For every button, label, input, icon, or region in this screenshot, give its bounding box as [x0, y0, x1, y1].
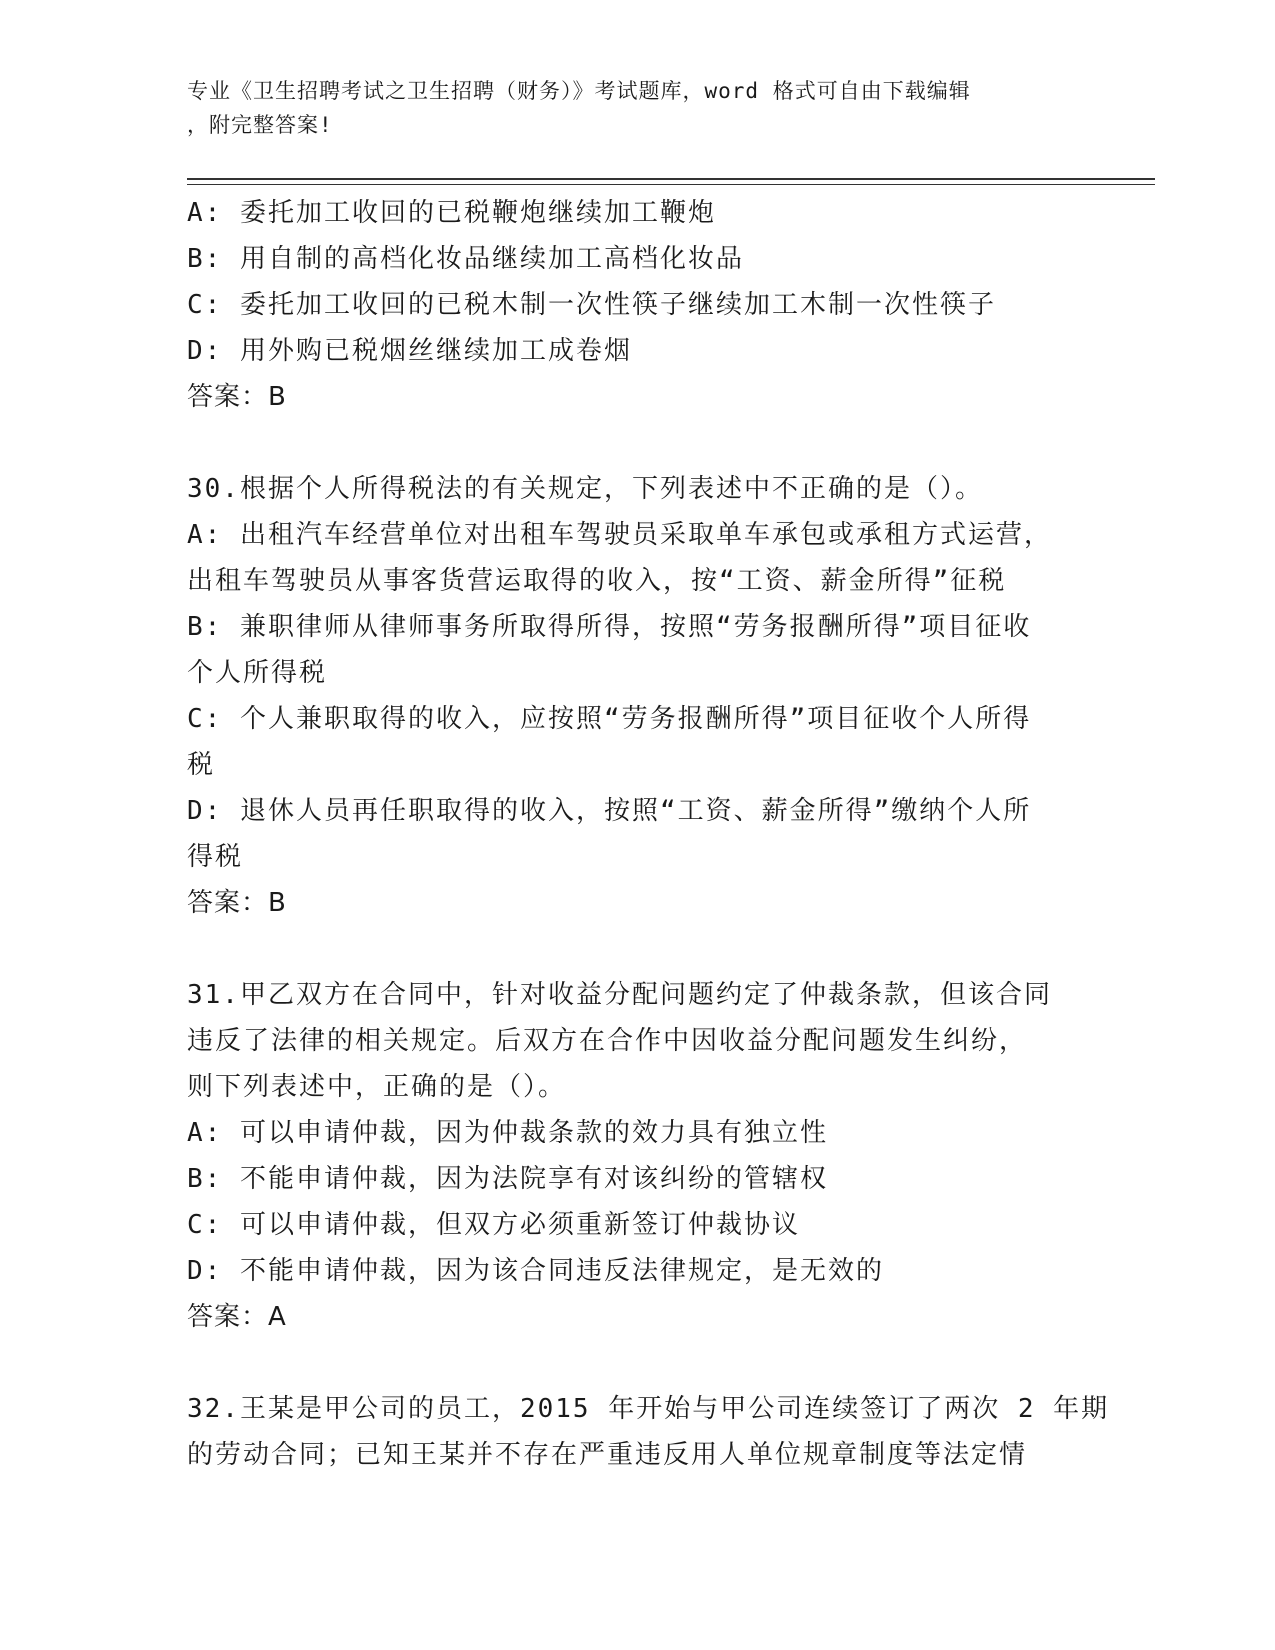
- header-line-1: 专业《卫生招聘考试之卫生招聘（财务）》考试题库，word 格式可自由下载编辑: [187, 79, 971, 103]
- question-30: [187, 466, 1087, 926]
- question-31: [187, 972, 1087, 1340]
- option-c: C: 可以申请仲裁，但双方必须重新签订仲裁协议: [187, 1210, 800, 1240]
- option-b-cont: 个人所得税: [187, 658, 328, 688]
- answer: 答案：A: [187, 1302, 287, 1332]
- option-a: A: 出租汽车经营单位对出租车驾驶员采取单车承包或承租方式运营，: [187, 520, 1052, 550]
- question-stem: 30.根据个人所得税法的有关规定，下列表述中不正确的是（）。: [187, 474, 983, 504]
- question-stem-cont: 的劳动合同；已知王某并不存在严重违反用人单位规章制度等法定情: [187, 1440, 1028, 1470]
- option-b: B: 用自制的高档化妆品继续加工高档化妆品: [187, 244, 744, 274]
- option-a-cont: 出租车驾驶员从事客货营运取得的收入，按“工资、薪金所得”征税: [187, 566, 1007, 596]
- question-content: [187, 190, 1110, 1478]
- answer: 答案：B: [187, 888, 287, 918]
- answer: 答案：B: [187, 382, 287, 412]
- document-header: [187, 74, 1067, 142]
- question-stem: 32.王某是甲公司的员工，2015 年开始与甲公司连续签订了两次 2 年期: [187, 1394, 1110, 1424]
- option-d-cont: 得税: [187, 842, 244, 872]
- option-b: B: 不能申请仲裁，因为法院享有对该纠纷的管辖权: [187, 1164, 828, 1194]
- question-stem-cont: 违反了法律的相关规定。后双方在合作中因收益分配问题发生纠纷，: [187, 1026, 1028, 1056]
- question-stem-cont: 则下列表述中，正确的是（）。: [187, 1072, 567, 1102]
- question-stem: 31.甲乙双方在合同中，针对收益分配问题约定了仲裁条款，但该合同: [187, 980, 1052, 1010]
- option-b: B: 兼职律师从律师事务所取得所得，按照“劳务报酬所得”项目征收: [187, 612, 1032, 642]
- option-c: C: 个人兼职取得的收入，应按照“劳务报酬所得”项目征收个人所得: [187, 704, 1032, 734]
- header-divider-thin: [187, 184, 1155, 185]
- option-d: D: 不能申请仲裁，因为该合同违反法律规定，是无效的: [187, 1256, 884, 1286]
- header-line-2: ，附完整答案!: [187, 113, 333, 137]
- question-32: [187, 1386, 1110, 1478]
- option-c-cont: 税: [187, 750, 216, 780]
- option-d: D: 退休人员再任职取得的收入，按照“工资、薪金所得”缴纳个人所: [187, 796, 1032, 826]
- question-29: [187, 190, 1087, 420]
- header-divider-thick: [187, 178, 1155, 180]
- option-d: D: 用外购已税烟丝继续加工成卷烟: [187, 336, 632, 366]
- option-a: A: 委托加工收回的已税鞭炮继续加工鞭炮: [187, 198, 716, 228]
- option-c: C: 委托加工收回的已税木制一次性筷子继续加工木制一次性筷子: [187, 290, 996, 320]
- option-a: A: 可以申请仲裁，因为仲裁条款的效力具有独立性: [187, 1118, 828, 1148]
